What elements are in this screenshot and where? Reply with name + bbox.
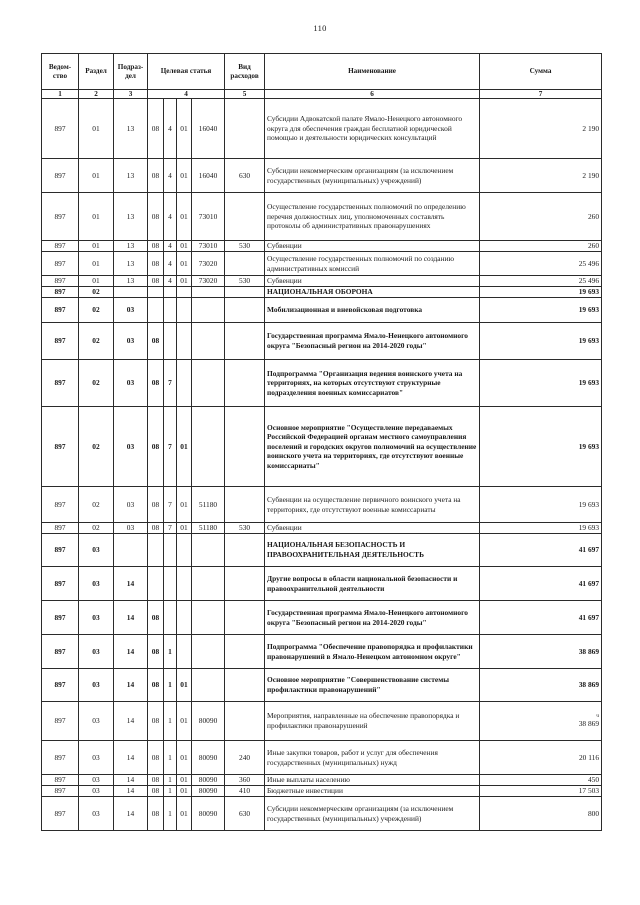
sum-value: 38 869 xyxy=(578,719,600,729)
cell-vid-raskhodov xyxy=(225,360,265,407)
cell-program-code: 08 xyxy=(148,669,164,702)
cell-program-code: 08 xyxy=(148,252,164,276)
table-row xyxy=(42,523,602,534)
cell-podrazdel: 03 xyxy=(114,407,148,487)
column-number: 5 xyxy=(225,90,265,99)
cell-measure-code: 01 xyxy=(177,797,192,831)
cell-subprogram-code: 1 xyxy=(164,702,177,741)
cell-direction-code: 73010 xyxy=(192,241,225,252)
cell-program-code: 08 xyxy=(148,601,164,635)
table-row xyxy=(42,669,602,702)
cell-program-code xyxy=(148,567,164,601)
cell-podrazdel: 14 xyxy=(114,741,148,775)
table-row xyxy=(42,323,602,360)
header-tselevaya-statya: Целевая статья xyxy=(148,54,225,90)
cell-subprogram-code: 4 xyxy=(164,99,177,159)
cell-podrazdel xyxy=(114,534,148,567)
cell-subprogram-code: 1 xyxy=(164,635,177,669)
header-vid-raskhodov: Вид расходов xyxy=(225,54,265,90)
cell-naimenovanie: Осуществление государственных полномочий по определению перечня должностных лиц, уполномоченных составлять протоколы об административных правонарушениях xyxy=(265,193,480,241)
cell-razdel: 02 xyxy=(79,323,114,360)
cell-razdel: 02 xyxy=(79,523,114,534)
cell-vedomstvo: 897 xyxy=(42,669,79,702)
cell-summa: 41 697 xyxy=(480,601,602,635)
cell-vid-raskhodov xyxy=(225,487,265,523)
cell-naimenovanie: НАЦИОНАЛЬНАЯ БЕЗОПАСНОСТЬ И ПРАВООХРАНИТЕЛЬНАЯ ДЕЯТЕЛЬНОСТЬ xyxy=(265,534,480,567)
cell-program-code xyxy=(148,287,164,298)
cell-podrazdel: 13 xyxy=(114,159,148,193)
cell-vid-raskhodov xyxy=(225,635,265,669)
table-row xyxy=(42,360,602,407)
cell-measure-code xyxy=(177,534,192,567)
cell-direction-code: 51180 xyxy=(192,487,225,523)
cell-summa: 17 503 xyxy=(480,786,602,797)
cell-vedomstvo: 897 xyxy=(42,797,79,831)
cell-direction-code: 51180 xyxy=(192,523,225,534)
cell-subprogram-code xyxy=(164,534,177,567)
cell-program-code: 08 xyxy=(148,360,164,407)
cell-naimenovanie: Государственная программа Ямало-Ненецкого автономного округа "Безопасный регион на 2014-2020 годы" xyxy=(265,323,480,360)
cell-subprogram-code: 1 xyxy=(164,741,177,775)
cell-vid-raskhodov xyxy=(225,287,265,298)
table-row xyxy=(42,99,602,159)
cell-program-code: 08 xyxy=(148,786,164,797)
cell-direction-code xyxy=(192,407,225,487)
cell-subprogram-code: 4 xyxy=(164,159,177,193)
cell-measure-code: 01 xyxy=(177,775,192,786)
cell-vedomstvo: 897 xyxy=(42,323,79,360)
cell-razdel: 03 xyxy=(79,635,114,669)
cell-direction-code: 80090 xyxy=(192,741,225,775)
cell-vid-raskhodov xyxy=(225,601,265,635)
cell-podrazdel: 03 xyxy=(114,487,148,523)
table-row xyxy=(42,534,602,567)
cell-razdel: 03 xyxy=(79,669,114,702)
table-row xyxy=(42,193,602,241)
cell-measure-code xyxy=(177,601,192,635)
cell-subprogram-code: 7 xyxy=(164,407,177,487)
header-summa: Сумма xyxy=(480,54,602,90)
cell-subprogram-code: 4 xyxy=(164,193,177,241)
cell-direction-code: 80090 xyxy=(192,775,225,786)
cell-razdel: 03 xyxy=(79,786,114,797)
cell-measure-code xyxy=(177,567,192,601)
cell-summa: 41 697 xyxy=(480,567,602,601)
cell-measure-code xyxy=(177,360,192,407)
cell-subprogram-code: 4 xyxy=(164,252,177,276)
cell-naimenovanie: НАЦИОНАЛЬНАЯ ОБОРОНА xyxy=(265,287,480,298)
cell-subprogram-code: 7 xyxy=(164,487,177,523)
cell-vid-raskhodov xyxy=(225,252,265,276)
cell-summa: 19 693 xyxy=(480,407,602,487)
cell-vid-raskhodov xyxy=(225,669,265,702)
cell-program-code: 08 xyxy=(148,797,164,831)
cell-summa: 800 xyxy=(480,797,602,831)
table-row xyxy=(42,775,602,786)
cell-direction-code: 80090 xyxy=(192,797,225,831)
table-row xyxy=(42,252,602,276)
cell-program-code: 08 xyxy=(148,741,164,775)
cell-summa: 19 693 xyxy=(480,487,602,523)
table-row xyxy=(42,287,602,298)
cell-summa: 260 xyxy=(480,241,602,252)
cell-subprogram-code: 4 xyxy=(164,276,177,287)
cell-razdel: 01 xyxy=(79,276,114,287)
cell-direction-code: 73020 xyxy=(192,276,225,287)
cell-direction-code: 80090 xyxy=(192,702,225,741)
cell-measure-code xyxy=(177,323,192,360)
cell-naimenovanie: Субвенции xyxy=(265,241,480,252)
cell-measure-code xyxy=(177,287,192,298)
cell-summa xyxy=(480,702,602,741)
cell-direction-code: 16040 xyxy=(192,99,225,159)
cell-vedomstvo: 897 xyxy=(42,775,79,786)
cell-program-code: 08 xyxy=(148,407,164,487)
cell-measure-code xyxy=(177,298,192,323)
cell-vid-raskhodov: 530 xyxy=(225,276,265,287)
cell-program-code xyxy=(148,534,164,567)
cell-naimenovanie: Мероприятия, направленные на обеспечение правопорядка и профилактики правонарушений xyxy=(265,702,480,741)
column-number-row xyxy=(42,90,602,99)
cell-subprogram-code: 1 xyxy=(164,786,177,797)
cell-vid-raskhodov xyxy=(225,534,265,567)
cell-razdel: 03 xyxy=(79,797,114,831)
cell-direction-code xyxy=(192,534,225,567)
cell-razdel: 01 xyxy=(79,252,114,276)
cell-razdel: 02 xyxy=(79,487,114,523)
cell-podrazdel: 14 xyxy=(114,669,148,702)
cell-podrazdel: 14 xyxy=(114,567,148,601)
cell-vedomstvo: 897 xyxy=(42,159,79,193)
cell-vid-raskhodov: 630 xyxy=(225,797,265,831)
cell-program-code: 08 xyxy=(148,99,164,159)
cell-vid-raskhodov xyxy=(225,323,265,360)
cell-razdel: 03 xyxy=(79,775,114,786)
cell-measure-code xyxy=(177,635,192,669)
cell-program-code xyxy=(148,298,164,323)
cell-vedomstvo: 897 xyxy=(42,702,79,741)
cell-summa: 38 869 xyxy=(480,635,602,669)
cell-subprogram-code: 7 xyxy=(164,360,177,407)
cell-podrazdel: 03 xyxy=(114,298,148,323)
cell-podrazdel: 14 xyxy=(114,797,148,831)
cell-vedomstvo: 897 xyxy=(42,407,79,487)
cell-podrazdel: 14 xyxy=(114,601,148,635)
cell-vid-raskhodov: 630 xyxy=(225,159,265,193)
cell-vedomstvo: 897 xyxy=(42,99,79,159)
cell-summa: 2 190 xyxy=(480,99,602,159)
cell-program-code: 08 xyxy=(148,276,164,287)
cell-vid-raskhodov: 240 xyxy=(225,741,265,775)
cell-program-code: 08 xyxy=(148,523,164,534)
table-row xyxy=(42,797,602,831)
budget-table xyxy=(41,53,602,831)
cell-vid-raskhodov xyxy=(225,99,265,159)
cell-razdel: 03 xyxy=(79,702,114,741)
cell-naimenovanie: Субвенции на осуществление первичного воинского учета на территориях, где отсутствуют военные комиссариаты xyxy=(265,487,480,523)
table-row xyxy=(42,159,602,193)
cell-subprogram-code: 1 xyxy=(164,775,177,786)
cell-measure-code: 01 xyxy=(177,193,192,241)
cell-naimenovanie: Основное мероприятие "Совершенствование системы профилактики правонарушений" xyxy=(265,669,480,702)
cell-naimenovanie: Другие вопросы в области национальной безопасности и правоохранительной деятельности xyxy=(265,567,480,601)
cell-direction-code xyxy=(192,635,225,669)
header-razdel: Раздел xyxy=(79,54,114,90)
cell-measure-code: 01 xyxy=(177,241,192,252)
cell-razdel: 02 xyxy=(79,407,114,487)
cell-podrazdel: 14 xyxy=(114,775,148,786)
cell-vedomstvo: 897 xyxy=(42,601,79,635)
table-row xyxy=(42,601,602,635)
cell-razdel: 02 xyxy=(79,360,114,407)
cell-measure-code: 01 xyxy=(177,669,192,702)
table-row xyxy=(42,407,602,487)
cell-naimenovanie: Подпрограмма "Обеспечение правопорядка и профилактики правонарушений в Ямало-Ненецком автономном округе" xyxy=(265,635,480,669)
table-row xyxy=(42,702,602,741)
cell-razdel: 03 xyxy=(79,534,114,567)
cell-measure-code: 01 xyxy=(177,786,192,797)
table-row xyxy=(42,567,602,601)
cell-summa: 25 496 xyxy=(480,276,602,287)
cell-summa: 19 693 xyxy=(480,360,602,407)
cell-podrazdel xyxy=(114,287,148,298)
cell-podrazdel: 14 xyxy=(114,786,148,797)
cell-naimenovanie: Осуществление государственных полномочий по созданию административных комиссий xyxy=(265,252,480,276)
cell-measure-code: 01 xyxy=(177,252,192,276)
cell-measure-code: 01 xyxy=(177,741,192,775)
cell-naimenovanie: Субвенции xyxy=(265,276,480,287)
table-body xyxy=(42,99,602,831)
annotation-mark: ч xyxy=(596,713,600,720)
cell-naimenovanie: Субсидии некоммерческим организациям (за исключением государственных (муниципальных) учреждений) xyxy=(265,797,480,831)
cell-vid-raskhodov xyxy=(225,298,265,323)
cell-vedomstvo: 897 xyxy=(42,298,79,323)
cell-measure-code: 01 xyxy=(177,487,192,523)
column-number: 3 xyxy=(114,90,148,99)
table-row xyxy=(42,241,602,252)
cell-vid-raskhodov xyxy=(225,407,265,487)
cell-vedomstvo: 897 xyxy=(42,741,79,775)
column-number: 4 xyxy=(148,90,225,99)
cell-direction-code xyxy=(192,323,225,360)
cell-naimenovanie: Подпрограмма "Организация ведения воинского учета на территориях, на которых отсутствуют структурные подразделения военных комиссариатов" xyxy=(265,360,480,407)
cell-razdel: 02 xyxy=(79,287,114,298)
cell-direction-code xyxy=(192,669,225,702)
cell-podrazdel: 13 xyxy=(114,241,148,252)
cell-vedomstvo: 897 xyxy=(42,635,79,669)
cell-direction-code xyxy=(192,601,225,635)
cell-program-code: 08 xyxy=(148,323,164,360)
header-podrazdel: Подраз- дел xyxy=(114,54,148,90)
table-row xyxy=(42,786,602,797)
cell-vedomstvo: 897 xyxy=(42,252,79,276)
cell-naimenovanie: Бюджетные инвестиции xyxy=(265,786,480,797)
cell-naimenovanie: Мобилизационная и вневойсковая подготовка xyxy=(265,298,480,323)
cell-vedomstvo: 897 xyxy=(42,534,79,567)
cell-naimenovanie: Основное мероприятие "Осуществление передаваемых Российской Федерацией органам местного самоуправления поселений и городских округов полномочий на осуществление воинского учета на территориях, где отсутствуют военные комиссариаты" xyxy=(265,407,480,487)
cell-subprogram-code: 1 xyxy=(164,669,177,702)
cell-direction-code xyxy=(192,298,225,323)
cell-podrazdel: 13 xyxy=(114,276,148,287)
cell-naimenovanie: Субсидии некоммерческим организациям (за исключением государственных (муниципальных) учреждений) xyxy=(265,159,480,193)
cell-direction-code xyxy=(192,360,225,407)
cell-summa: 19 693 xyxy=(480,287,602,298)
cell-vid-raskhodov xyxy=(225,193,265,241)
cell-subprogram-code: 4 xyxy=(164,241,177,252)
cell-vid-raskhodov: 360 xyxy=(225,775,265,786)
cell-vedomstvo: 897 xyxy=(42,786,79,797)
cell-measure-code: 01 xyxy=(177,276,192,287)
cell-subprogram-code xyxy=(164,567,177,601)
cell-razdel: 02 xyxy=(79,298,114,323)
cell-naimenovanie: Иные выплаты населению xyxy=(265,775,480,786)
cell-measure-code: 01 xyxy=(177,99,192,159)
cell-podrazdel: 14 xyxy=(114,702,148,741)
cell-program-code: 08 xyxy=(148,241,164,252)
cell-razdel: 03 xyxy=(79,601,114,635)
cell-measure-code: 01 xyxy=(177,702,192,741)
cell-subprogram-code: 1 xyxy=(164,797,177,831)
cell-vid-raskhodov: 530 xyxy=(225,241,265,252)
column-number: 1 xyxy=(42,90,79,99)
cell-subprogram-code xyxy=(164,601,177,635)
cell-measure-code: 01 xyxy=(177,407,192,487)
cell-naimenovanie: Иные закупки товаров, работ и услуг для обеспечения государственных (муниципальных) нужд xyxy=(265,741,480,775)
cell-razdel: 03 xyxy=(79,741,114,775)
cell-subprogram-code: 7 xyxy=(164,523,177,534)
cell-vedomstvo: 897 xyxy=(42,241,79,252)
cell-razdel: 01 xyxy=(79,99,114,159)
table-row xyxy=(42,741,602,775)
cell-podrazdel: 03 xyxy=(114,360,148,407)
cell-measure-code: 01 xyxy=(177,159,192,193)
cell-vid-raskhodov xyxy=(225,567,265,601)
cell-summa: 19 693 xyxy=(480,298,602,323)
cell-direction-code xyxy=(192,567,225,601)
cell-program-code: 08 xyxy=(148,193,164,241)
cell-podrazdel: 13 xyxy=(114,252,148,276)
table-row xyxy=(42,635,602,669)
cell-summa: 260 xyxy=(480,193,602,241)
cell-razdel: 01 xyxy=(79,159,114,193)
cell-summa: 19 693 xyxy=(480,523,602,534)
cell-subprogram-code xyxy=(164,298,177,323)
cell-summa: 41 697 xyxy=(480,534,602,567)
table-row xyxy=(42,487,602,523)
cell-direction-code: 73010 xyxy=(192,193,225,241)
cell-vedomstvo: 897 xyxy=(42,193,79,241)
table-header-row xyxy=(42,54,602,90)
cell-naimenovanie: Государственная программа Ямало-Ненецкого автономного округа "Безопасный регион на 2014-2020 годы" xyxy=(265,601,480,635)
page-number: 110 xyxy=(313,23,327,33)
cell-vid-raskhodov: 530 xyxy=(225,523,265,534)
cell-program-code: 08 xyxy=(148,159,164,193)
column-number: 6 xyxy=(265,90,480,99)
cell-program-code: 08 xyxy=(148,635,164,669)
cell-vedomstvo: 897 xyxy=(42,523,79,534)
cell-summa: 38 869 xyxy=(480,669,602,702)
cell-vedomstvo: 897 xyxy=(42,287,79,298)
header-vedomstvo: Ведом- ство xyxy=(42,54,79,90)
cell-vid-raskhodov: 410 xyxy=(225,786,265,797)
cell-direction-code: 16040 xyxy=(192,159,225,193)
cell-razdel: 03 xyxy=(79,567,114,601)
cell-podrazdel: 13 xyxy=(114,99,148,159)
cell-naimenovanie: Субсидии Адвокатской палате Ямало-Ненецкого автономного округа для обеспечения граждан бесплатной юридической помощью и деятельности юридических консультаций xyxy=(265,99,480,159)
cell-summa: 20 116 xyxy=(480,741,602,775)
cell-podrazdel: 14 xyxy=(114,635,148,669)
cell-razdel: 01 xyxy=(79,241,114,252)
cell-program-code: 08 xyxy=(148,487,164,523)
cell-subprogram-code xyxy=(164,287,177,298)
column-number: 2 xyxy=(79,90,114,99)
cell-summa: 19 693 xyxy=(480,323,602,360)
cell-direction-code xyxy=(192,287,225,298)
column-number: 7 xyxy=(480,90,602,99)
cell-summa: 25 496 xyxy=(480,252,602,276)
cell-vedomstvo: 897 xyxy=(42,360,79,407)
header-naimenovanie: Наименование xyxy=(265,54,480,90)
cell-podrazdel: 03 xyxy=(114,323,148,360)
table-row xyxy=(42,276,602,287)
table-row xyxy=(42,298,602,323)
cell-vid-raskhodov xyxy=(225,702,265,741)
cell-summa: 2 190 xyxy=(480,159,602,193)
cell-measure-code: 01 xyxy=(177,523,192,534)
cell-podrazdel: 13 xyxy=(114,193,148,241)
cell-subprogram-code xyxy=(164,323,177,360)
cell-direction-code: 80090 xyxy=(192,786,225,797)
cell-vedomstvo: 897 xyxy=(42,487,79,523)
cell-razdel: 01 xyxy=(79,193,114,241)
cell-naimenovanie: Субвенции xyxy=(265,523,480,534)
cell-program-code: 08 xyxy=(148,775,164,786)
cell-vedomstvo: 897 xyxy=(42,276,79,287)
cell-program-code: 08 xyxy=(148,702,164,741)
cell-podrazdel: 03 xyxy=(114,523,148,534)
cell-direction-code: 73020 xyxy=(192,252,225,276)
cell-vedomstvo: 897 xyxy=(42,567,79,601)
cell-summa: 450 xyxy=(480,775,602,786)
